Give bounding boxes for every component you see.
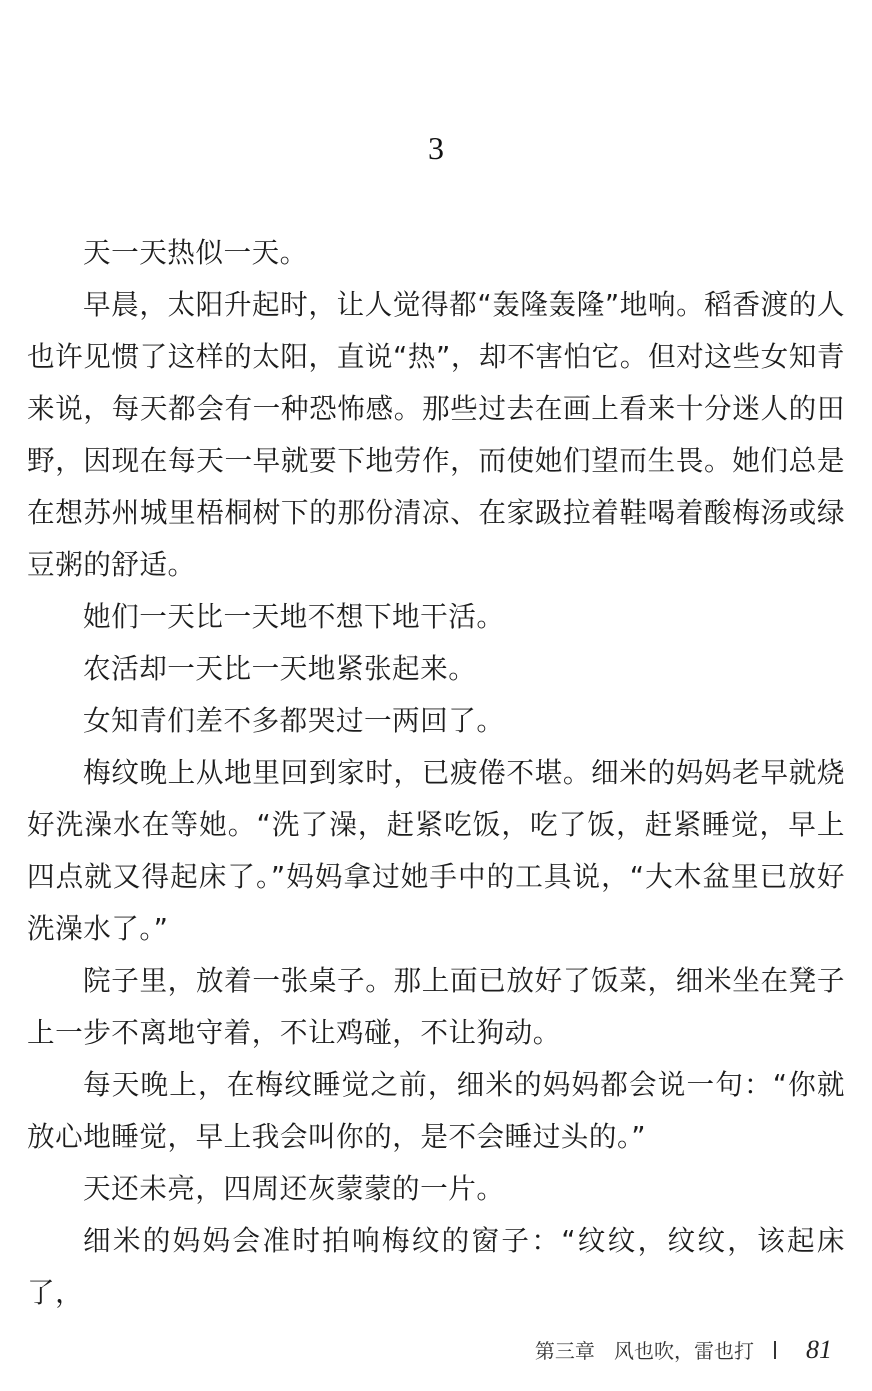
footer-divider xyxy=(774,1341,776,1359)
page-number: 81 xyxy=(806,1335,832,1364)
section-number: 3 xyxy=(428,130,444,166)
paragraph: 天一天热似一天。 xyxy=(83,236,308,269)
paragraph: 梅纹晚上从地里回到家时，已疲倦不堪。细米的妈妈老早就烧好洗澡水在等她。“洗了澡，赶紧吃饭，吃了饭，赶紧睡觉，早上四点就又得起床了。”妈妈拿过她手中的工具说，“大木盆里已放好洗澡水了。” xyxy=(27,756,845,945)
paragraph: 院子里，放着一张桌子。那上面已放好了饭菜，细米坐在凳子上一步不离地守着，不让鸡碰，不让狗动。 xyxy=(27,964,845,1049)
paragraph: 农活却一天比一天地紧张起来。 xyxy=(83,652,477,685)
chapter-title: 风也吹，雷也打 xyxy=(614,1339,754,1363)
paragraph: 她们一天比一天地不想下地干活。 xyxy=(83,600,505,633)
body-text xyxy=(27,227,845,1319)
paragraph: 天还未亮，四周还灰蒙蒙的一片。 xyxy=(83,1172,505,1205)
running-head xyxy=(535,1337,754,1365)
page-footer xyxy=(0,1333,872,1373)
paragraph: 细米的妈妈会准时拍响梅纹的窗子：“纹纹，纹纹，该起床了， xyxy=(27,1224,845,1309)
chapter-label: 第三章 xyxy=(534,1339,595,1363)
paragraph: 早晨，太阳升起时，让人觉得都“轰隆轰隆”地响。稻香渡的人也许见惯了这样的太阳，直说“热”，却不害怕它。但对这些女知青来说，每天都会有一种恐怖感。那些过去在画上看来十分迷人的田野，因现在每天一早就要下地劳作，而使她们望而生畏。她们总是在想苏州城里梧桐树下的那份清凉、在家趿拉着鞋喝着酸梅汤或绿豆粥的舒适。 xyxy=(27,288,845,581)
paragraph: 女知青们差不多都哭过一两回了。 xyxy=(83,704,505,737)
paragraph: 每天晚上，在梅纹睡觉之前，细米的妈妈都会说一句：“你就放心地睡觉，早上我会叫你的，是不会睡过头的。” xyxy=(27,1068,845,1153)
